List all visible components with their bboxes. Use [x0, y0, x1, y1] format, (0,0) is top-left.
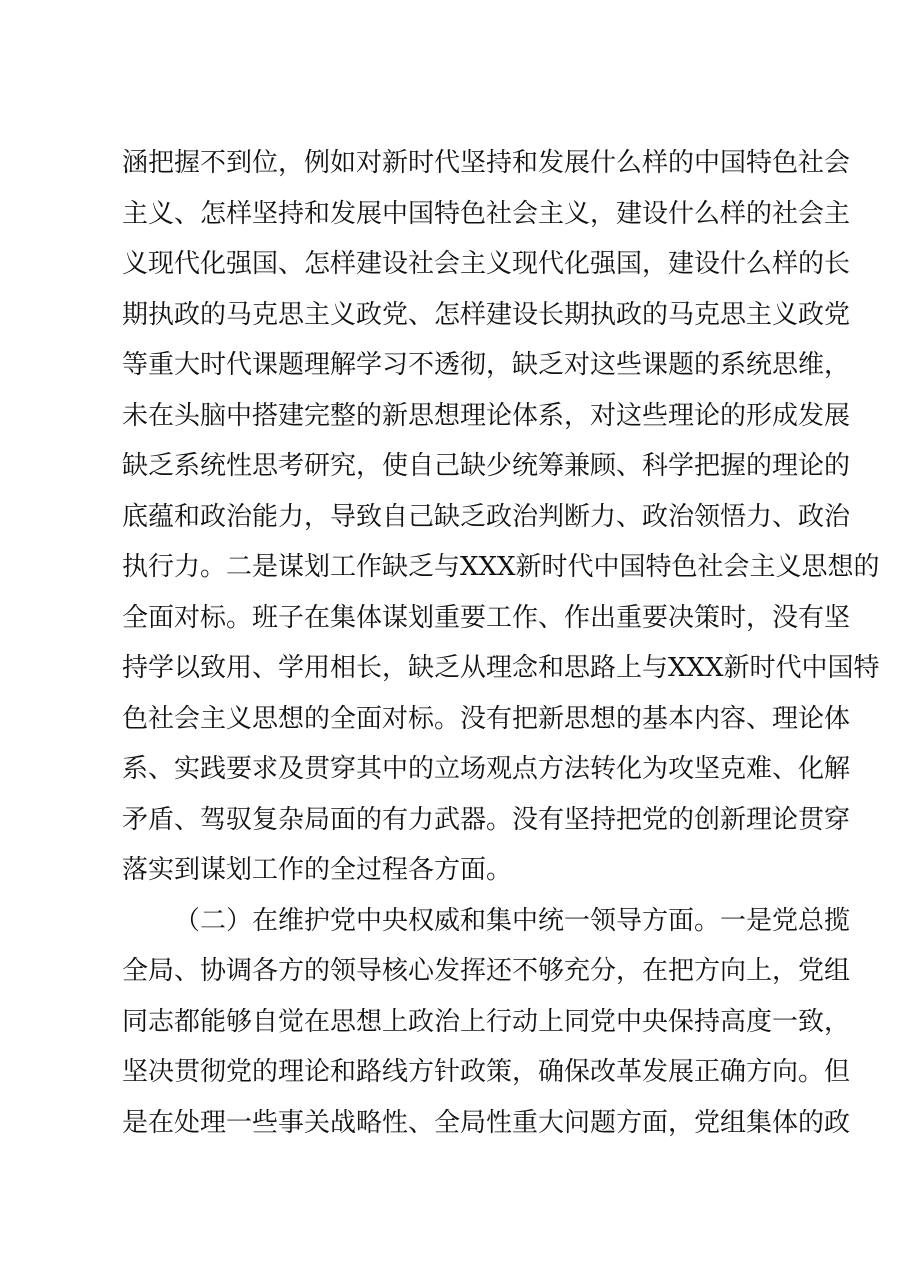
- text-line: 未在头脑中搭建完整的新思想理论体系，对这些理论的形成发展: [122, 400, 851, 431]
- text-line: 矛盾、驾驭复杂局面的有力武器。没有坚持把党的创新理论贯穿: [122, 804, 851, 835]
- paragraph-2: [122, 896, 851, 1149]
- document-body: [122, 138, 880, 1148]
- text-line: 同志都能够自觉在思想上政治上行动上同党中央保持高度一致，: [122, 1006, 851, 1037]
- text-line: 色社会主义思想的全面对标。没有把新思想的基本内容、理论体: [122, 703, 851, 734]
- text-line: 涵把握不到位，例如对新时代坚持和发展什么样的中国特色社会: [122, 148, 851, 178]
- text-line: 缺乏系统性思考研究，使自己缺少统筹兼顾、科学把握的理论的: [122, 451, 851, 481]
- text-line: 全局、协调各方的领导核心发挥还不够充分，在把方向上，党组: [122, 956, 851, 986]
- text-line: 等重大时代课题理解学习不透彻，缺乏对这些课题的系统思维，: [122, 350, 851, 380]
- text-line: 执行力。二是谋划工作缺乏与XXX新时代中国特色社会主义思想的: [122, 552, 880, 582]
- text-line: 持学以致用、学用相长，缺乏从理念和思路上与XXX新时代中国特: [122, 653, 880, 683]
- text-line: 期执政的马克思主义政党、怎样建设长期执政的马克思主义政党: [122, 299, 851, 330]
- text-line: 底蕴和政治能力，导致自己缺乏政治判断力、政治领悟力、政治: [122, 501, 851, 532]
- text-line: 义现代化强国、怎样建设社会主义现代化强国，建设什么样的长: [122, 249, 851, 279]
- paragraph-1: [122, 138, 880, 896]
- text-line: 系、实践要求及贯穿其中的立场观点方法转化为攻坚克难、化解: [122, 754, 851, 784]
- text-line: 是在处理一些事关战略性、全局性重大问题方面，党组集体的政: [122, 1107, 851, 1138]
- text-line: 主义、怎样坚持和发展中国特色社会主义，建设什么样的社会主: [122, 198, 851, 229]
- section-heading-line: （二）在维护党中央权威和集中统一领导方面。一是党总揽: [174, 905, 851, 936]
- text-line: 落实到谋划工作的全过程各方面。: [122, 855, 513, 885]
- text-line: 坚决贯彻党的理论和路线方针政策，确保改革发展正确方向。但: [122, 1057, 851, 1087]
- text-line: 全面对标。班子在集体谋划重要工作、作出重要决策时，没有坚: [122, 602, 851, 633]
